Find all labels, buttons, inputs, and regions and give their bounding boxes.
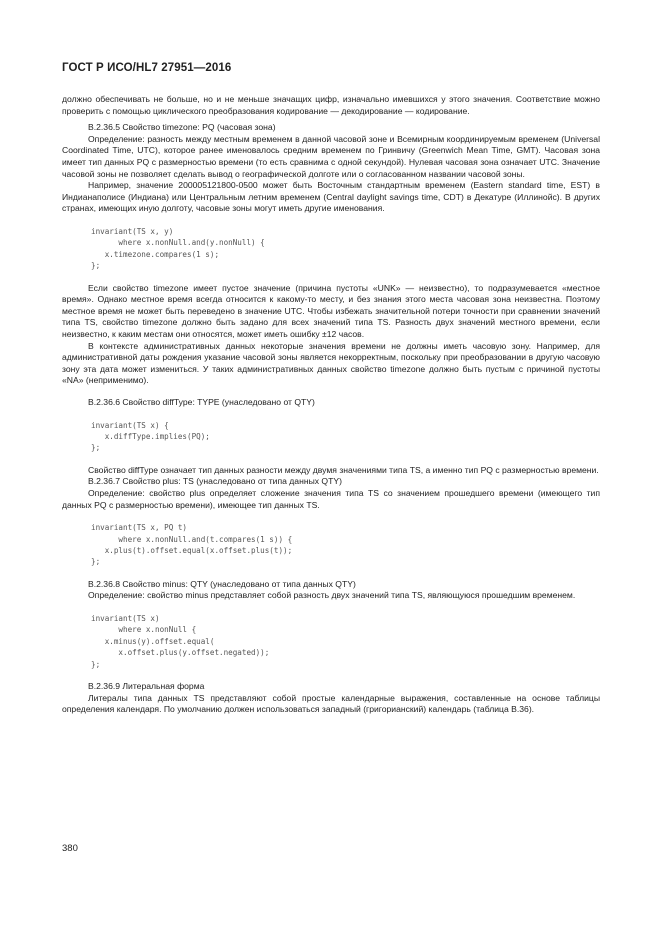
code-block-difftype: invariant(TS x) { x.diffType.implies(PQ); }; xyxy=(91,420,210,453)
document-header: ГОСТ Р ИСО/HL7 27951—2016 xyxy=(62,62,232,74)
section-heading-plus: В.2.36.7 Свойство plus: TS (унаследовано от типа данных QTY) xyxy=(88,476,342,487)
paragraph-timezone-definition: Определение: разность между местным временем в данной часовой зоне и Всемирным координируемым временем (Universal Coordinated Time, UTC), которое ранее именовалось средним временем по Гринвичу (Greenwich Mean Time, GMT). Часовая зона имеет тип данных PQ с размерностью времени (то есть сравнима с одной секундой). Нулевая часовая зона означает UTC. Значение часовой зоны не позволяет сделать вывод о географической долготе или о согласованном названии часовой зоны. xyxy=(62,133,600,179)
section-heading-literal: В.2.36.9 Литеральная форма xyxy=(88,680,205,691)
paragraph-timezone-example: Например, значение 200005121800-0500 может быть Восточным стандартным временем (Eastern standard time, EST) в Индианаполисе (Индиана) или Центральным летним временем (Central daylight savings time, CDT) в Декатуре (Иллинойс). В других странах, имеющих иную долготу, часовые зоны могут иметь другие именования. xyxy=(62,180,600,214)
code-block-timezone: invariant(TS x, y) where x.nonNull.and(y.nonNull) { x.timezone.compares(1 s); }; xyxy=(91,226,265,271)
paragraph-plus-definition: Определение: свойство plus определяет сложение значения типа TS со значением прошедшего времени (имеющего тип данных PQ с размерностью времени), имеющее тип данных TS. xyxy=(62,487,600,510)
paragraph-minus-definition: Определение: свойство minus представляет собой разность двух значений типа TS, являющуюся прошедшим временем. xyxy=(88,590,576,601)
paragraph-timezone-null: Если свойство timezone имеет пустое значение (причина пустоты «UNK» — неизвестно), то подразумевается «местное время». Однако местное время всегда относится к какому-то месту, и без знания этого места часовая зона неизвестна. Поэтому местное время не может быть переведено в значение UTC. Чтобы избежать значительной потери точности при сравнении значений типа TS, свойство timezone должно быть задано для всех значений типа TS. Разность двух значений местного времени, если неизвестно, к каким местам они относятся, может иметь ошибку ±12 часов. xyxy=(62,282,600,339)
paragraph-intro: должно обеспечивать не больше, но и не меньше значащих цифр, изначально имевшихся у этого значения. Соответствие можно проверить с помощью циклического преобразования кодирование — декодирование — кодирование. xyxy=(62,94,600,116)
paragraph-timezone-administrative: В контексте административных данных некоторые значения времени не должны иметь часовую зону. Например, для административной даты рождения указание часовой зоны является некорректным, поскольку при преобразовании в другую часовую зону эта дата может измениться. У таких административных данных свойство timezone должно быть пустым с причиной пустоты «NA» (неприменимо). xyxy=(62,340,600,386)
section-heading-timezone: В.2.36.5 Свойство timezone: PQ (часовая зона) xyxy=(88,122,276,133)
paragraph-literal: Литералы типа данных TS представляют собой простые календарные выражения, составленные на основе таблицы определения календаря. По умолчанию должен использоваться западный (григорианский) календарь (таблица В.36). xyxy=(62,692,600,715)
code-block-plus: invariant(TS x, PQ t) where x.nonNull.and(t.compares(1 s)) { x.plus(t).offset.equal(x.offset.plus(t)); }; xyxy=(91,523,293,567)
code-block-minus: invariant(TS x) where x.nonNull { x.minus(y).offset.equal( x.offset.plus(y.offset.negated)); }; xyxy=(91,613,270,669)
section-heading-difftype: В.2.36.6 Свойство diffType: TYPE (унаследовано от QTY) xyxy=(88,396,315,407)
paragraph-difftype: Свойство diffType означает тип данных разности между двумя значениями типа TS, а именно тип PQ с размерностью времени. xyxy=(88,464,599,475)
section-heading-minus: В.2.36.8 Свойство minus: QTY (унаследовано от типа данных QTY) xyxy=(88,578,356,589)
document-body xyxy=(62,94,600,716)
page-number: 380 xyxy=(62,843,78,854)
